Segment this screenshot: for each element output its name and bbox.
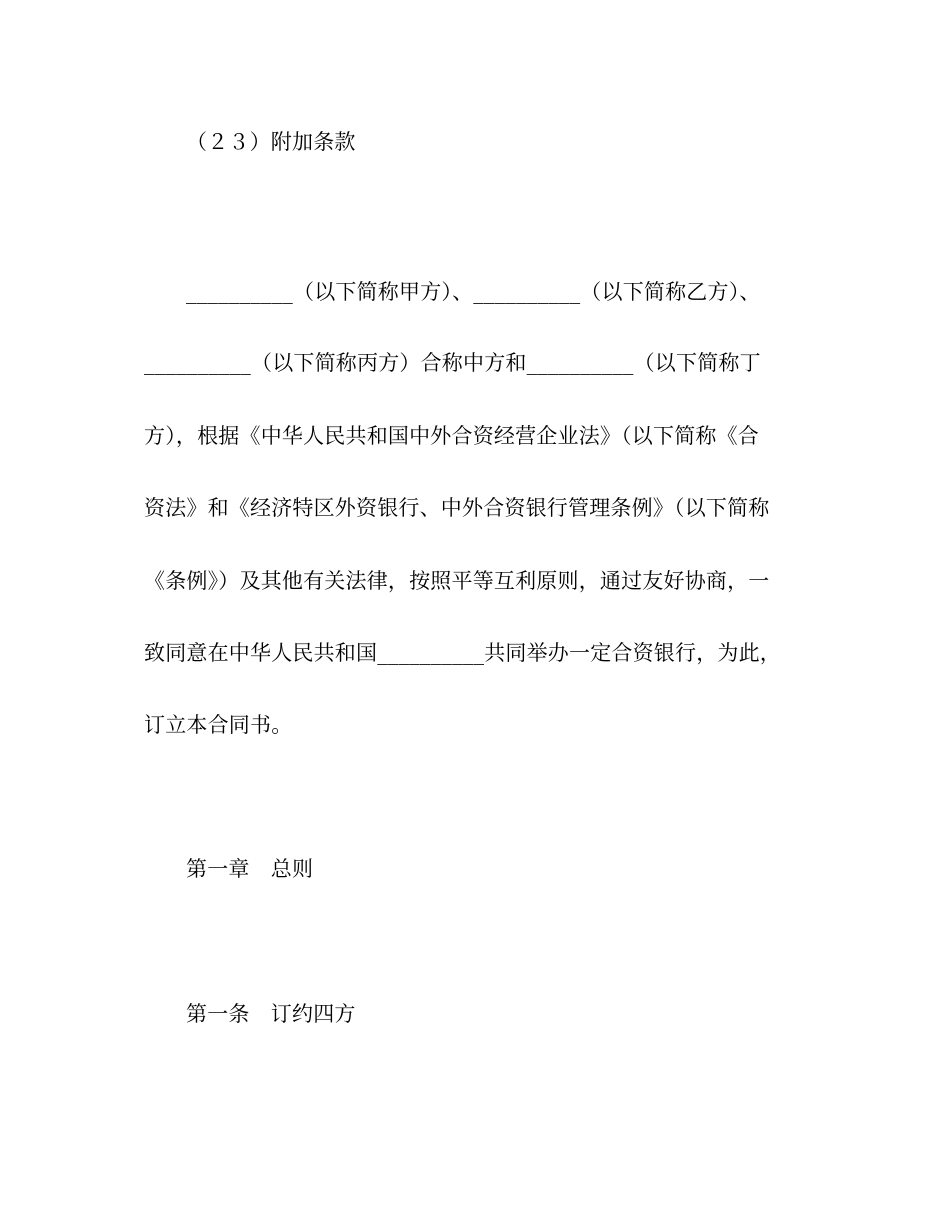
- preamble-line-1: __________（以下简称甲方）、__________（以下简称乙方）、: [186, 280, 761, 304]
- preamble-line-4: 资法》和《经济特区外资银行、中外合资银行管理条例》（以下简称: [144, 496, 770, 520]
- preamble-line-5: 《条例》）及其他有关法律，按照平等互利原则，通过友好协商，一: [144, 569, 770, 593]
- preamble-line-3: 方），根据《中华人民共和国中外合资经营企业法》（以下简称《合: [144, 424, 759, 448]
- article-heading: 第一条 订约四方: [186, 1002, 356, 1026]
- preamble-line-7: 订立本合同书。: [144, 713, 293, 737]
- chapter-heading: 第一章 总则: [186, 857, 314, 881]
- clause-heading: （２３）附加条款: [186, 130, 356, 154]
- preamble-line-6: 致同意在中华人民共和国__________共同举办一定合资银行，为此，: [144, 641, 781, 665]
- preamble-line-2: __________（以下简称丙方）合称中方和__________（以下简称丁: [144, 351, 761, 375]
